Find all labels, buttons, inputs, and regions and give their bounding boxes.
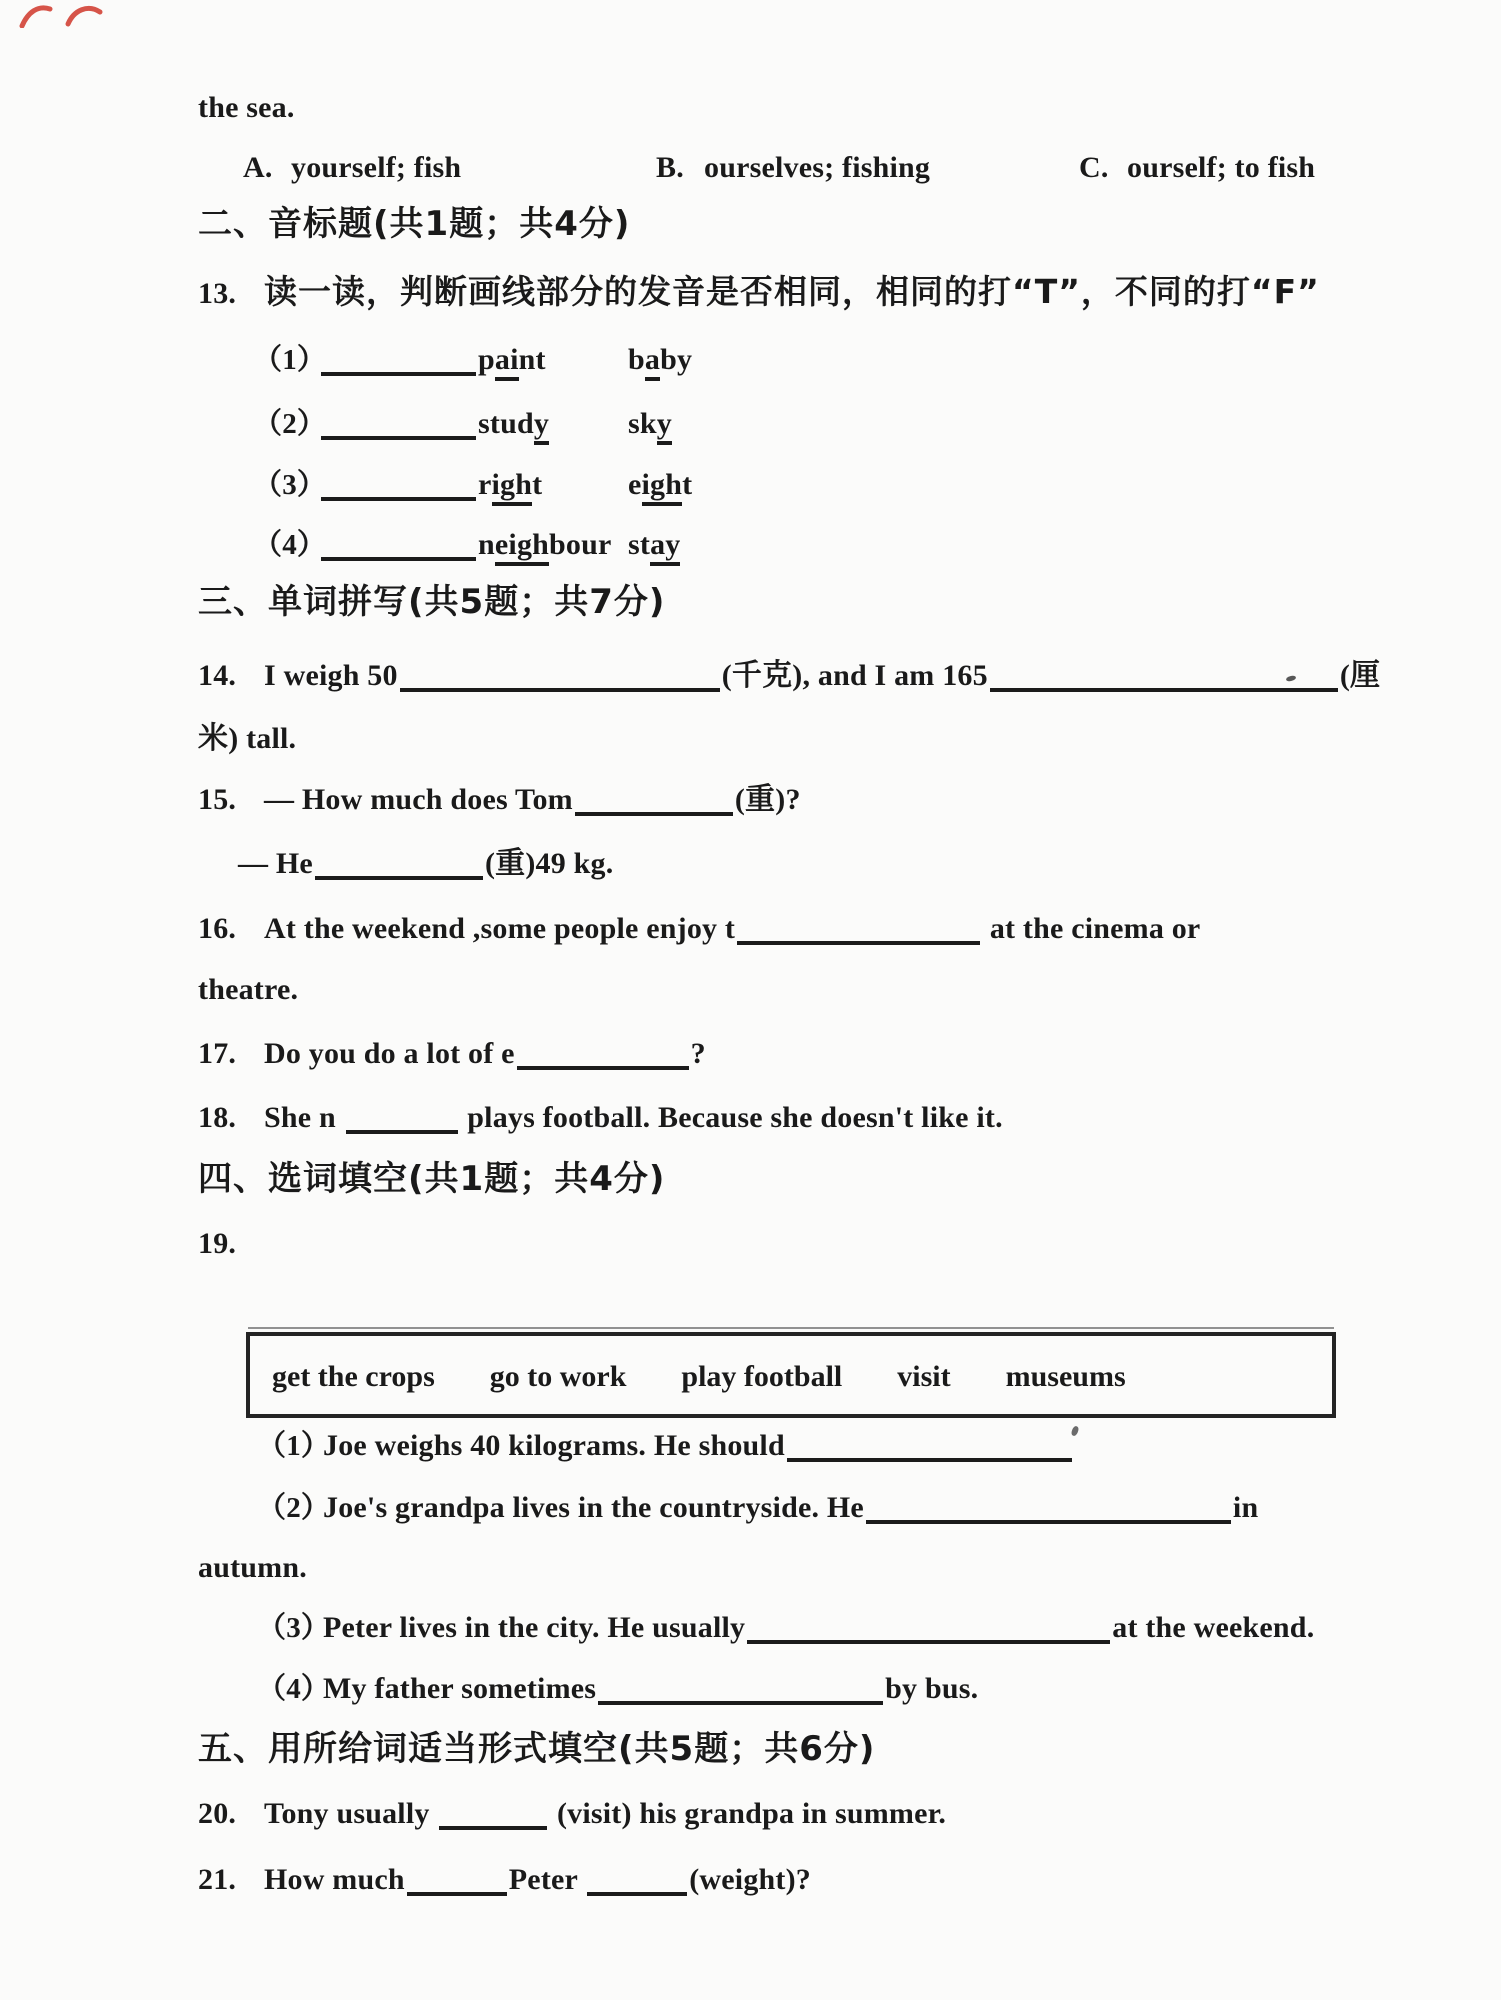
question-number: 19. [198,1227,237,1260]
section-header-4 [198,1161,665,1197]
question-14 [198,658,1380,694]
word-bank-item: museums [1005,1360,1126,1393]
section-header-text: 五、用所给词适当形式填空(共5题；共6分) [198,1729,876,1769]
question-number: 15. [198,783,237,816]
underlined-letters: igh [642,468,683,506]
question-number: 20. [198,1797,237,1830]
phonics-word-2 [628,528,680,566]
word-bank-item: go to work [489,1360,627,1393]
question-15-reply [238,846,613,882]
answer-blank [747,1610,1110,1644]
answer-blank [990,658,1338,692]
word-bank-item: visit [897,1360,951,1393]
scan-ghost-line [248,1327,1334,1329]
question-text: Joe weighs 40 kilograms. He should [323,1429,785,1462]
section-header-3 [198,584,665,620]
answer-options-row [243,150,1315,186]
word-part: nt [518,343,546,376]
answer-blank [407,1862,507,1896]
option-a [243,150,656,186]
underlined-letters: a [645,343,660,381]
phonics-word-2 [628,343,692,381]
phonics-word-1 [478,342,628,378]
question-19-sub-1 [257,1428,1074,1464]
phonics-item-3 [253,467,692,503]
option-a-text: yourself; fish [291,151,462,184]
phonics-word-2 [628,468,692,506]
section-header-text: 三、单词拼写(共5题；共7分) [198,582,666,622]
word-part: st [628,528,651,561]
underlined-letters: ai [495,343,519,381]
question-text: Peter lives in the city. He usually [323,1611,746,1644]
question-text: At the weekend ,some people enjoy t [264,912,736,945]
section-header-5 [198,1731,875,1767]
option-b-text: ourselves; fishing [704,151,931,184]
question-text: (visit) his grandpa in summer. [556,1797,947,1830]
word-part: t [682,468,693,501]
question-text: 读一读，判断画线部分的发音是否相同，相同的打“T”，不同的打“F” [264,272,1320,311]
sentence-continuation [198,90,295,126]
phonics-word-1 [478,467,628,503]
phonics-word-1 [478,406,628,442]
question-text: in [1232,1491,1259,1524]
answer-blank [439,1796,547,1830]
answer-blank [321,467,476,501]
underlined-letters: igh [492,468,533,506]
question-15 [198,782,801,818]
item-number: （4） [257,1673,331,1705]
sentence-text: 米) tall. [198,722,297,755]
word-part: stud [478,407,534,440]
question-number: 16. [198,912,237,945]
question-text: Joe's grandpa lives in the countryside. He [323,1491,864,1524]
question-19-sub-2-continuation [198,1550,307,1586]
option-c [1079,150,1315,186]
question-19 [198,1226,264,1262]
word-part: p [478,343,495,376]
item-number: （3） [253,469,327,501]
sentence-text: the sea. [198,91,295,124]
sentence-text: theatre. [198,973,299,1006]
question-text: Do you do a lot of e [264,1037,515,1070]
question-13 [198,274,1320,312]
question-number: 17. [198,1037,237,1070]
item-number: （2） [253,408,327,440]
question-19-sub-4 [257,1671,978,1707]
question-text: by bus. [885,1672,979,1705]
question-text: I weigh 50 [264,659,398,692]
answer-blank [737,911,980,945]
underlined-letters: y [534,407,549,445]
section-header-text: 二、音标题(共1题；共4分) [198,204,631,244]
question-number: 21. [198,1863,237,1896]
item-number: （4） [253,529,327,561]
phonics-item-1 [253,342,692,378]
item-number: （1） [257,1430,331,1462]
question-20 [198,1796,946,1832]
question-text: She n [264,1101,336,1134]
word-bank-item: get the crops [272,1360,435,1393]
option-c-label: C. [1079,151,1109,184]
red-ink-mark-icon [14,0,106,28]
underlined-letters: eigh [495,528,549,566]
word-bank-item: play football [681,1360,843,1393]
word-part: sk [628,407,657,440]
phonics-word-2 [628,407,672,445]
question-text: ? [690,1037,706,1070]
section-header-text: 四、选词填空(共1题；共4分) [198,1159,666,1199]
answer-blank [866,1490,1231,1524]
word-part: by [660,343,693,376]
answer-blank [575,782,733,816]
question-text: (厘 [1339,659,1381,692]
question-text: How much [264,1863,405,1896]
question-number: 18. [198,1101,237,1134]
question-text: at the cinema or [989,912,1201,945]
word-part: r [478,468,492,501]
underlined-letters: y [657,407,672,445]
sentence-text: autumn. [198,1551,307,1584]
item-number: （1） [253,344,327,376]
question-text: at the weekend. [1112,1611,1315,1644]
question-number: 14. [198,659,237,692]
stray-ink-mark [1070,1425,1079,1437]
answer-blank [321,527,476,561]
question-14-continuation [198,721,296,757]
option-a-label: A. [243,151,273,184]
question-text: My father sometimes [323,1672,597,1705]
question-19-sub-3 [257,1610,1314,1646]
answer-blank [587,1862,687,1896]
word-part: n [478,528,495,561]
question-text: (重)? [734,783,801,816]
option-c-text: ourself; to fish [1127,151,1316,184]
phonics-item-4 [253,527,680,563]
section-header-2 [198,206,630,242]
question-18 [198,1100,1003,1136]
phonics-item-2 [253,406,672,442]
question-text: Peter [508,1863,578,1896]
question-text: (weight)? [689,1863,811,1896]
answer-blank [346,1100,458,1134]
answer-blank [787,1428,1072,1462]
question-16-continuation [198,972,298,1008]
question-17 [198,1036,706,1072]
word-bank-box [246,1332,1336,1418]
underlined-letters: ay [650,528,680,566]
item-number: （3） [257,1612,331,1644]
question-text: — He [238,847,313,880]
question-21 [198,1862,811,1898]
word-part: bour [549,528,612,561]
question-text: (重)49 kg. [484,847,614,880]
question-text: (千克), and I am 165 [721,659,988,692]
question-text: Tony usually [264,1797,430,1830]
answer-blank [315,846,483,880]
option-b-label: B. [656,151,684,184]
word-part: t [532,468,543,501]
word-part: e [628,468,642,501]
question-19-sub-2 [257,1490,1258,1526]
answer-blank [321,342,476,376]
answer-blank [598,1671,883,1705]
question-number: 13. [198,277,237,310]
answer-blank [321,406,476,440]
option-b [656,150,1079,186]
phonics-word-1 [478,527,628,563]
question-text: plays football. Because she doesn't like it. [467,1101,1003,1134]
question-text: — How much does Tom [264,783,573,816]
question-16 [198,911,1200,947]
answer-blank [517,1036,689,1070]
item-number: （2） [257,1492,331,1524]
answer-blank [400,658,720,692]
word-part: b [628,343,645,376]
